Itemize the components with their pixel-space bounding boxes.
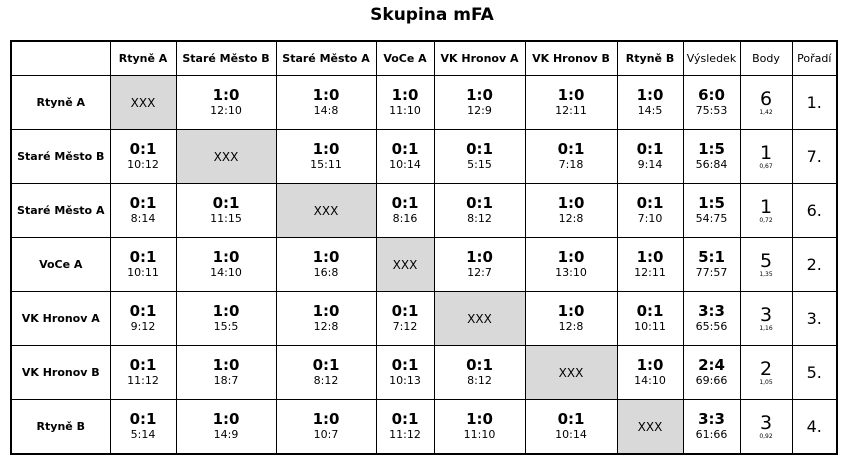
match-cell [176,346,276,400]
match-score: 1:0 [312,140,340,158]
match-score: 0:1 [391,410,419,428]
match-score: 1:0 [212,356,240,374]
match-score: 1:0 [636,248,664,266]
match-points: 5:15 [467,158,492,171]
match-score: 1:0 [312,410,340,428]
table-row [11,130,837,184]
result-cell [683,184,740,238]
match-cell [434,76,525,130]
match-cell [276,400,376,455]
diagonal-cell: XXX [376,238,434,292]
match-score: 1:0 [312,302,340,320]
match-score: 0:1 [312,356,340,374]
column-header: Staré Město A [276,41,376,76]
match-score: 0:1 [129,194,157,212]
table-row [11,238,837,292]
match-score: 0:1 [391,194,419,212]
row-team-name: Rtyně B [11,400,110,455]
match-points: 16:8 [313,266,339,279]
match-cell [434,400,525,455]
result-cell [683,130,740,184]
result-cell [683,346,740,400]
diagonal-cell: XXX [276,184,376,238]
result-score: 6:0 [698,86,725,104]
match-points: 18:7 [213,374,239,387]
match-score: 0:1 [636,140,664,158]
table-title: Skupina mFA [370,5,494,25]
match-points: 11:10 [463,428,496,441]
body-cell [740,346,792,400]
match-points: 13:10 [555,266,587,279]
rank-cell: 2. [792,238,837,292]
result-points: 65:56 [695,320,728,333]
match-cell [617,184,683,238]
match-cell [376,400,434,455]
match-cell [176,400,276,455]
match-cell [176,238,276,292]
body-points: 1 [759,141,773,164]
match-score: 1:0 [312,248,340,266]
body-ratio: 0,67 [759,162,773,170]
match-score: 0:1 [636,194,664,212]
diagonal-cell: XXX [617,400,683,455]
match-cell [110,238,176,292]
match-score: 1:0 [557,302,585,320]
match-points: 10:11 [634,320,666,333]
match-cell [434,184,525,238]
match-score: 0:1 [212,194,240,212]
header-row [11,41,837,76]
match-score: 0:1 [466,140,493,158]
match-points: 14:5 [637,104,663,117]
body-points: 3 [759,411,773,434]
match-points: 9:12 [130,320,156,333]
match-points: 8:12 [313,374,339,387]
match-points: 10:14 [555,428,587,441]
result-score: 3:3 [698,302,725,320]
match-score: 0:1 [466,356,493,374]
body-ratio: 0,92 [759,432,773,440]
column-header: Staré Město B [176,41,276,76]
match-cell [617,292,683,346]
column-header: VK Hronov A [434,41,525,76]
match-points: 8:16 [392,212,418,225]
match-points: 10:13 [389,374,421,387]
table-row [11,184,837,238]
table-row [11,400,837,455]
match-points: 11:12 [127,374,159,387]
rank-cell: 3. [792,292,837,346]
match-score: 0:1 [391,356,419,374]
match-points: 7:18 [558,158,584,171]
match-cell [110,184,176,238]
match-cell [110,292,176,346]
match-points: 12:8 [558,320,584,333]
match-cell [376,76,434,130]
match-score: 1:0 [312,86,340,104]
match-score: 1:0 [466,86,493,104]
match-score: 0:1 [391,140,419,158]
result-cell [683,292,740,346]
match-cell [617,130,683,184]
result-points: 69:66 [695,374,728,387]
match-points: 14:10 [210,266,242,279]
result-points: 75:53 [695,104,728,117]
match-points: 14:9 [213,428,239,441]
body-ratio: 1,35 [759,270,773,278]
match-cell [176,184,276,238]
match-points: 12:11 [634,266,666,279]
result-score: 5:1 [698,248,725,266]
result-score: 3:3 [698,410,725,428]
match-score: 1:0 [212,86,240,104]
result-points: 77:57 [695,266,728,279]
match-points: 12:7 [467,266,492,279]
result-cell [683,238,740,292]
match-points: 10:11 [127,266,159,279]
match-score: 0:1 [391,302,419,320]
result-score: 2:4 [698,356,725,374]
diagonal-cell: XXX [176,130,276,184]
body-cell [740,184,792,238]
match-points: 11:12 [389,428,421,441]
match-cell [276,292,376,346]
result-score: 1:5 [698,140,725,158]
match-score: 0:1 [636,302,664,320]
match-cell [110,130,176,184]
table-row [11,346,837,400]
match-points: 14:10 [634,374,666,387]
match-score: 0:1 [129,410,157,428]
match-score: 1:0 [557,194,585,212]
row-team-name: Rtyně A [11,76,110,130]
match-score: 0:1 [557,140,585,158]
match-cell [434,130,525,184]
match-score: 1:0 [636,356,664,374]
body-cell [740,76,792,130]
match-cell [110,346,176,400]
result-score: 1:5 [698,194,725,212]
match-points: 12:11 [555,104,587,117]
diagonal-cell: XXX [525,346,617,400]
body-ratio: 0,72 [759,216,773,224]
column-header: Rtyně B [617,41,683,76]
match-score: 1:0 [212,248,240,266]
body-ratio: 1,05 [759,378,773,386]
body-points: 1 [759,195,773,218]
rank-cell: 4. [792,400,837,455]
body-ratio: 1,16 [759,324,773,332]
row-team-name: VK Hronov A [11,292,110,346]
row-team-name: VK Hronov B [11,346,110,400]
match-score: 0:1 [129,302,157,320]
rank-cell: 7. [792,130,837,184]
match-points: 10:14 [389,158,421,171]
match-score: 0:1 [129,140,157,158]
match-points: 12:8 [558,212,584,225]
match-cell [376,292,434,346]
row-team-name: Staré Město A [11,184,110,238]
match-cell [617,346,683,400]
body-cell [740,292,792,346]
match-score: 1:0 [212,410,240,428]
match-cell [525,130,617,184]
result-points: 61:66 [695,428,728,441]
match-score: 1:0 [557,248,585,266]
match-points: 12:8 [313,320,339,333]
match-cell [525,184,617,238]
match-points: 7:10 [637,212,663,225]
match-cell [276,346,376,400]
match-points: 9:14 [637,158,663,171]
match-score: 0:1 [129,248,157,266]
body-ratio: 1,42 [759,108,773,116]
body-points: 3 [759,303,773,326]
body-cell [740,238,792,292]
column-header: Body [740,41,792,76]
match-cell [525,292,617,346]
table-body [11,76,837,455]
corner-cell [11,41,110,76]
match-points: 11:15 [210,212,242,225]
match-score: 0:1 [557,410,585,428]
match-score: 1:0 [466,410,493,428]
result-points: 54:75 [695,212,728,225]
match-points: 12:9 [467,104,492,117]
match-points: 10:7 [313,428,339,441]
match-score: 1:0 [636,86,664,104]
match-cell [276,130,376,184]
match-points: 8:12 [467,212,492,225]
table-row [11,76,837,130]
match-points: 5:14 [130,428,156,441]
match-points: 8:12 [467,374,492,387]
table-row [11,292,837,346]
match-cell [276,238,376,292]
column-header: VoCe A [376,41,434,76]
match-score: 0:1 [466,194,493,212]
match-points: 8:14 [130,212,156,225]
match-cell [176,292,276,346]
body-cell [740,400,792,455]
match-cell [376,130,434,184]
match-cell [110,400,176,455]
row-team-name: VoCe A [11,238,110,292]
rank-cell: 5. [792,346,837,400]
match-points: 11:10 [389,104,421,117]
rank-cell: 1. [792,76,837,130]
match-cell [525,238,617,292]
match-score: 1:0 [391,86,419,104]
column-header: VK Hronov B [525,41,617,76]
group-table [10,40,838,455]
match-score: 1:0 [466,248,493,266]
match-points: 10:12 [127,158,159,171]
body-points: 6 [759,87,773,110]
match-points: 7:12 [392,320,418,333]
match-points: 15:5 [213,320,239,333]
result-cell [683,400,740,455]
match-score: 1:0 [212,302,240,320]
match-cell [525,400,617,455]
match-cell [376,346,434,400]
body-points: 5 [759,249,773,272]
match-cell [276,76,376,130]
match-cell [617,238,683,292]
body-points: 2 [759,357,773,380]
column-header: Výsledek [683,41,740,76]
match-score: 1:0 [557,86,585,104]
column-header: Rtyně A [110,41,176,76]
match-cell [434,238,525,292]
match-score: 0:1 [129,356,157,374]
result-points: 56:84 [695,158,728,171]
match-cell [525,76,617,130]
diagonal-cell: XXX [434,292,525,346]
match-points: 15:11 [310,158,342,171]
diagonal-cell: XXX [110,76,176,130]
rank-cell: 6. [792,184,837,238]
row-team-name: Staré Město B [11,130,110,184]
match-points: 14:8 [313,104,339,117]
match-cell [176,76,276,130]
result-cell [683,76,740,130]
body-cell [740,130,792,184]
match-cell [434,346,525,400]
match-cell [617,76,683,130]
column-header: Pořadí [792,41,837,76]
match-points: 12:10 [210,104,242,117]
match-cell [376,184,434,238]
